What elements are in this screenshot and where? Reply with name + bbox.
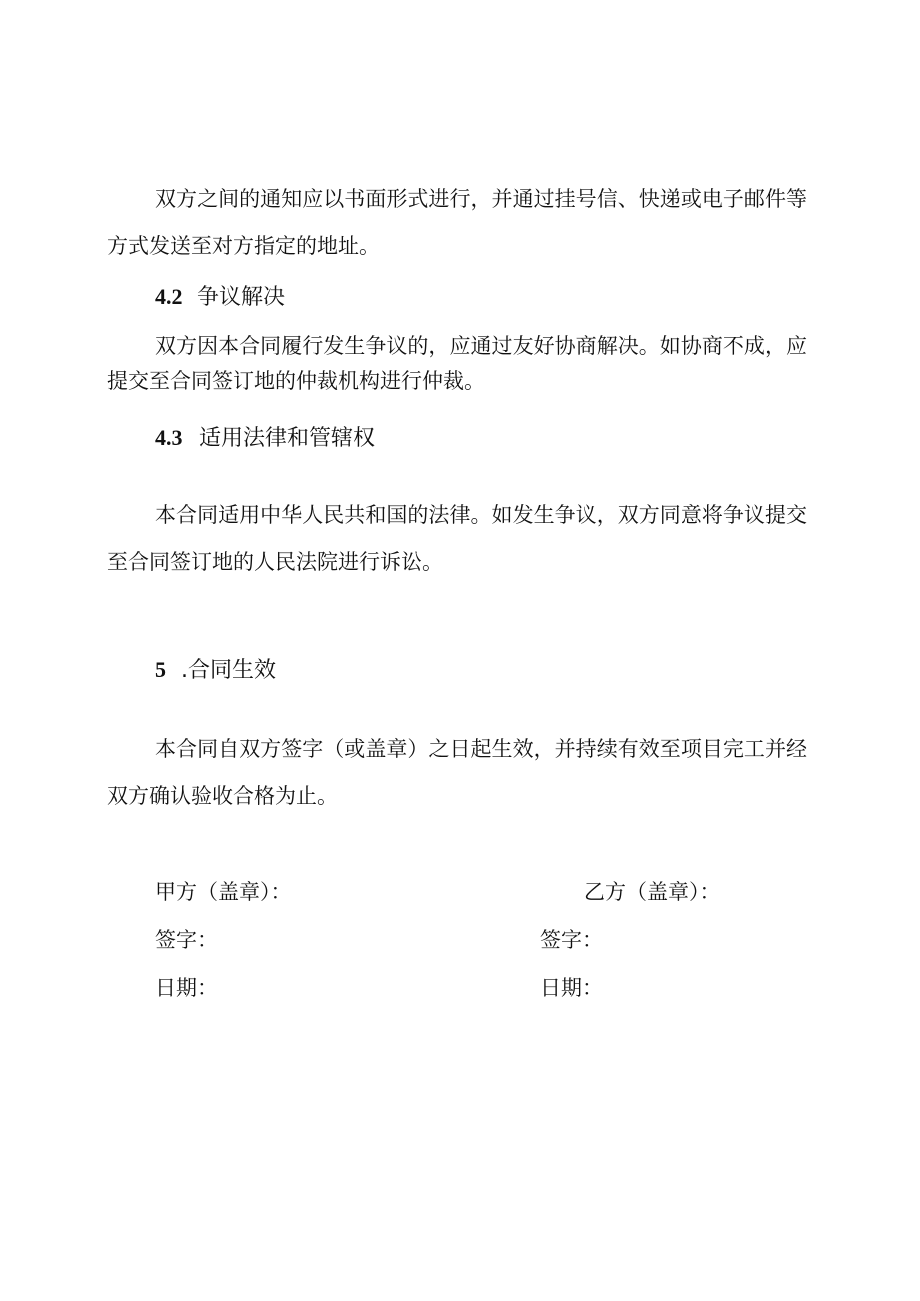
section-title: 适用法律和管辖权 [199, 426, 376, 451]
party-b-seal-label: 乙方（盖章）： [584, 880, 721, 904]
party-a-signature-label: 签字： [155, 928, 218, 952]
party-b-date-label: 日期： [540, 976, 603, 1000]
section-number: 4.2 [155, 284, 183, 309]
party-a-date-label: 日期： [155, 976, 218, 1000]
law-paragraph: 本合同适用中华人民共和国的法律。如发生争议，双方同意将争议提交至合同签订地的人民法院进行诉讼。 [107, 503, 807, 574]
party-a-seal-label: 甲方（盖章）： [155, 880, 292, 904]
section-number: 4.3 [155, 425, 183, 450]
section-title: 争议解决 [197, 285, 286, 310]
section-title: .合同生效 [181, 658, 276, 683]
effect-paragraph: 本合同自双方签字（或盖章）之日起生效，并持续有效至项目完工并经双方确认验收合格为止。 [107, 737, 807, 808]
dispute-paragraph: 双方因本合同履行发生争议的，应通过友好协商解决。如协商不成，应提交至合同签订地的仲裁机构进行仲裁。 [107, 334, 807, 393]
section-heading-5 [155, 653, 276, 684]
section-heading-4-3 [155, 421, 375, 452]
notice-paragraph: 双方之间的通知应以书面形式进行，并通过挂号信、快递或电子邮件等方式发送至对方指定的地址。 [107, 187, 807, 258]
party-b-signature-label: 签字： [540, 928, 603, 952]
section-number: 5 [155, 657, 166, 682]
section-heading-4-2 [155, 280, 285, 311]
